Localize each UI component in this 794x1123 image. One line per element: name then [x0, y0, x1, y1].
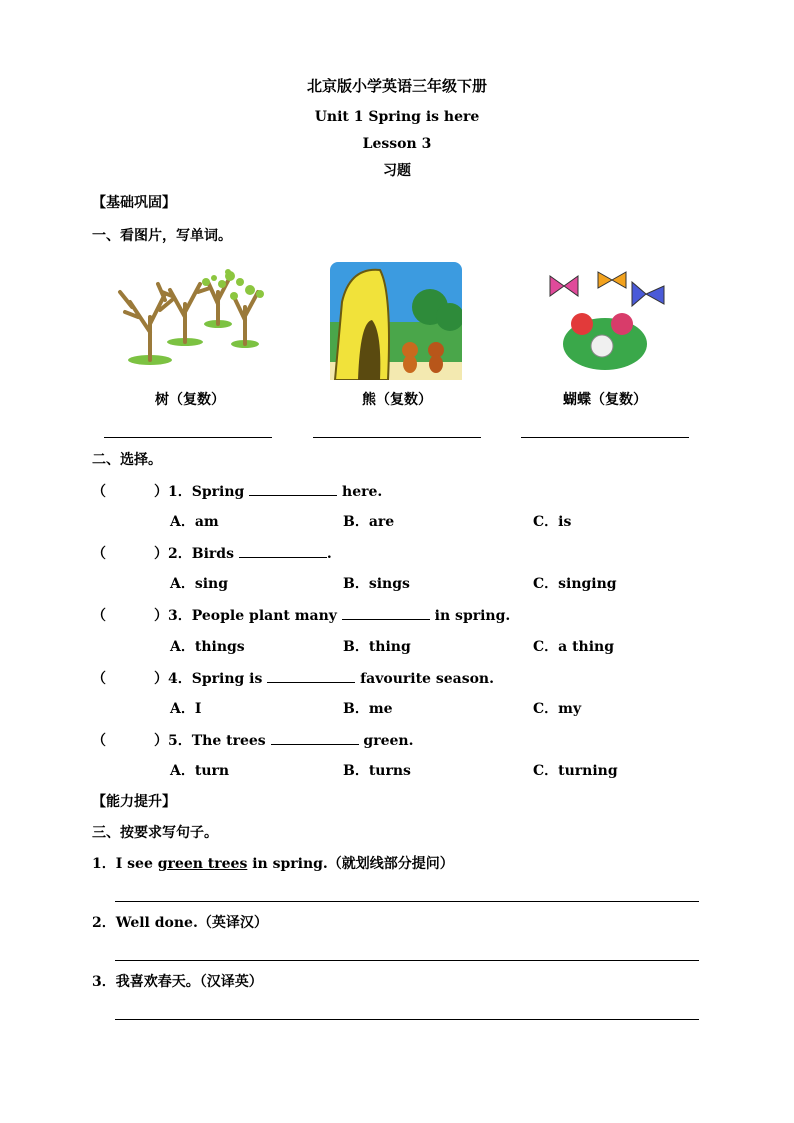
- option-c[interactable]: C．a thing: [533, 639, 615, 655]
- option-b[interactable]: B．me: [343, 701, 393, 717]
- answer-paren-close: ）: [154, 546, 168, 562]
- answer-paren-close: ）: [154, 484, 168, 500]
- option-b[interactable]: B．thing: [343, 639, 411, 655]
- question-row: [92, 543, 332, 564]
- answer-paren-close: ）: [154, 671, 168, 687]
- question-text: favourite season.: [355, 671, 494, 687]
- question-row: [92, 481, 382, 502]
- question-blank[interactable]: [342, 605, 430, 620]
- option-c[interactable]: C．my: [533, 701, 582, 717]
- question-text: Birds: [191, 546, 239, 562]
- question-number: 1．: [168, 484, 192, 500]
- answer-paren-open[interactable]: （: [92, 608, 106, 624]
- answer-line-sentence-2[interactable]: [115, 960, 699, 961]
- question-text: Spring: [191, 484, 250, 500]
- sentence-item-3: [92, 972, 263, 992]
- item-text: 我喜欢春天。（汉译英）: [115, 974, 263, 990]
- part2-title: 二、选择。: [92, 452, 162, 468]
- answer-paren-open[interactable]: （: [92, 671, 106, 687]
- picture-label-butterflies: 蝴蝶（复数）: [563, 392, 647, 408]
- item-text: in spring.（就划线部分提问）: [247, 856, 454, 872]
- question-number: 5．: [168, 733, 192, 749]
- question-text: in spring.: [429, 608, 511, 624]
- item-text: Well done.（英译汉）: [115, 915, 268, 931]
- answer-paren-open[interactable]: （: [92, 546, 106, 562]
- question-text: Spring is: [191, 671, 268, 687]
- answer-line-trees[interactable]: [104, 437, 272, 438]
- picture-label-bears: 熊（复数）: [362, 392, 432, 408]
- question-text: .: [326, 546, 332, 562]
- bears-icon: [330, 262, 462, 380]
- question-text: The trees: [191, 733, 271, 749]
- item-text: I see: [115, 856, 158, 872]
- question-blank[interactable]: [267, 668, 355, 683]
- question-blank[interactable]: [249, 481, 337, 496]
- option-c[interactable]: C．turning: [533, 763, 618, 779]
- worksheet-title: 北京版小学英语三年级下册: [306, 77, 487, 95]
- option-b[interactable]: B．are: [343, 514, 395, 530]
- sentence-item-2: [92, 913, 268, 933]
- exercise-subtitle: 习题: [383, 163, 411, 179]
- part1-title: 一、看图片，写单词。: [92, 228, 232, 244]
- answer-paren-open[interactable]: （: [92, 484, 106, 500]
- unit-title: Unit 1 Spring is here: [314, 109, 480, 125]
- option-a[interactable]: A．I: [170, 701, 202, 717]
- question-number: 4．: [168, 671, 192, 687]
- sentence-item-1: [92, 854, 454, 874]
- question-row: [92, 605, 510, 626]
- question-blank[interactable]: [239, 543, 327, 558]
- question-text: here.: [337, 484, 383, 500]
- question-number: 2．: [168, 546, 192, 562]
- item-number: 3．: [92, 974, 116, 990]
- lesson-title: Lesson 3: [362, 136, 432, 152]
- part3-title: 三、按要求写句子。: [92, 825, 218, 841]
- option-a[interactable]: A．turn: [170, 763, 230, 779]
- question-blank[interactable]: [271, 730, 359, 745]
- question-row: [92, 730, 413, 751]
- section-heading-basic: 【基础巩固】: [92, 195, 176, 211]
- underlined-phrase: green trees: [157, 856, 248, 872]
- answer-paren-close: ）: [154, 608, 168, 624]
- option-a[interactable]: A．things: [170, 639, 245, 655]
- question-text: green.: [358, 733, 414, 749]
- item-number: 1．: [92, 856, 116, 872]
- item-number: 2．: [92, 915, 116, 931]
- answer-line-butterflies[interactable]: [521, 437, 689, 438]
- question-row: [92, 668, 494, 689]
- option-c[interactable]: C．is: [533, 514, 572, 530]
- butterflies-icon: [540, 262, 670, 374]
- answer-paren-close: ）: [154, 733, 168, 749]
- answer-line-sentence-1[interactable]: [115, 901, 699, 902]
- answer-paren-open[interactable]: （: [92, 733, 106, 749]
- option-c[interactable]: C．singing: [533, 576, 617, 592]
- answer-line-sentence-3[interactable]: [115, 1019, 699, 1020]
- answer-line-bears[interactable]: [313, 437, 481, 438]
- option-b[interactable]: B．sings: [343, 576, 410, 592]
- option-a[interactable]: A．am: [170, 514, 219, 530]
- section-heading-advanced: 【能力提升】: [92, 794, 176, 810]
- picture-label-trees: 树（复数）: [155, 392, 225, 408]
- trees-icon: [110, 262, 270, 372]
- question-number: 3．: [168, 608, 192, 624]
- option-a[interactable]: A．sing: [170, 576, 229, 592]
- option-b[interactable]: B．turns: [343, 763, 411, 779]
- question-text: People plant many: [191, 608, 342, 624]
